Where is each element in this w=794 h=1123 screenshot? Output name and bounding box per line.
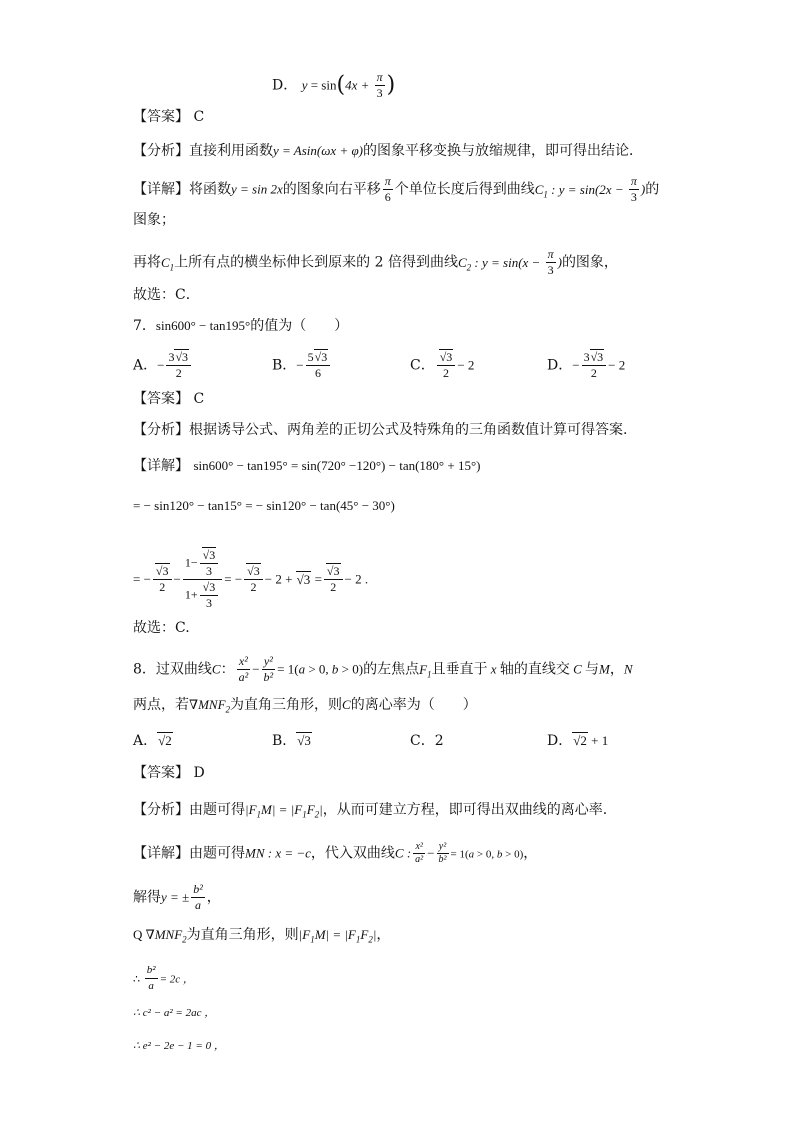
math-text: MN : x = −c <box>245 845 311 861</box>
question-7 <box>133 316 348 336</box>
math-text: − <box>252 661 260 677</box>
question-text: 8．过双曲线 <box>133 661 212 678</box>
math-text: − <box>173 571 181 587</box>
option-label: B． <box>272 357 297 374</box>
math-text: √3 <box>297 733 311 748</box>
fraction: $\frac{\text{y²}}{\text{b²}}$ <box>263 654 274 684</box>
fraction: $\frac{\pi}{3}$ <box>376 70 383 100</box>
equation-2 <box>133 1002 215 1023</box>
detail-1-line2 <box>133 247 618 278</box>
choose-1 <box>133 285 200 305</box>
math-text: − <box>427 845 435 861</box>
option-label: B． <box>272 733 297 749</box>
solution-line <box>133 882 221 913</box>
math-text: N <box>623 661 633 677</box>
math-text: − 2 <box>457 357 475 373</box>
math-text: − <box>296 357 304 373</box>
fraction: $\frac{5√3}{6}$ <box>306 350 331 381</box>
question-number: 7． <box>133 318 156 334</box>
choose-2 <box>133 618 190 638</box>
analysis-text: 由题可得 <box>189 802 245 818</box>
detail-tag: 【详解】 <box>133 181 189 198</box>
analysis-text: ，从而可建立方程，即可得出双曲线的离心率. <box>322 802 608 818</box>
math-text: ∴ <box>133 973 143 986</box>
fraction: $\frac{√3}{3}$ <box>200 548 219 579</box>
q8-option-c <box>410 731 444 751</box>
equation-1 <box>133 963 194 994</box>
fraction: $\frac{√3}{2}$ <box>324 564 343 595</box>
question-8: 8．过双曲线C： $\frac{\text{x²}}{\text{a²}}$ − $\frac{\text{y²}}{\text{b²}}$ = 1(a > 0, b > 0)的左焦点$F_1$且垂直于 x 轴的直线交 C 与M，N <box>133 654 633 684</box>
math-text: − 2 . <box>344 571 369 587</box>
analysis-tag: 【分析】 <box>133 802 189 818</box>
detail-text: 的图象， <box>561 254 618 271</box>
detail-text: 由题可得 <box>189 845 245 862</box>
detail-text: ， <box>376 927 391 943</box>
analysis-text: 根据诱导公式、两角差的正切公式及特殊角的三角函数值计算可得答案. <box>189 422 628 438</box>
answer-value: C <box>193 109 205 125</box>
question-text: 两点，若 <box>133 697 189 713</box>
math-text: x <box>487 661 500 677</box>
detail-text: 的 <box>645 181 660 198</box>
detail-text: 解得 <box>133 889 161 906</box>
math-text: C <box>569 661 585 677</box>
function-expr: y = sin 2x <box>231 181 283 197</box>
detail-text: 再将 <box>133 254 161 271</box>
math-text: 4x + <box>345 77 373 93</box>
detail-2-line1 <box>133 456 480 476</box>
detail-2-line2 <box>133 496 395 516</box>
math-text: C <box>342 697 351 712</box>
abs-equation: $|F_1M| = |F_1F_2|$ <box>245 802 323 820</box>
detail-text: 图象； <box>133 212 175 228</box>
math-text: = 1(a > 0, b > 0) <box>450 848 524 861</box>
fraction: $\frac{\text{b²}}{a}$ <box>193 882 203 912</box>
analysis-text: 的图象平移变换与放缩规律，即可得出结论． <box>363 143 643 159</box>
detail-2-line3 <box>133 548 368 611</box>
q8-option-d <box>547 731 608 751</box>
option-d-prev <box>272 70 395 101</box>
paren: ( <box>336 72 346 98</box>
fraction: $\frac{3√3}{2}$ <box>582 350 607 381</box>
detail-tag: 【详解】 <box>133 845 189 862</box>
math-text: = sin <box>307 77 337 93</box>
answer-3 <box>133 763 205 783</box>
curve-c2: $C_2$ : y = sin(x − <box>457 254 544 273</box>
detail-text: 为直角三角形，则 <box>186 927 299 943</box>
math-text: $F_1$ <box>419 661 432 680</box>
detail-text: 个单位长度后得到曲线 <box>394 181 535 198</box>
question-text: 轴的直线交 <box>499 661 570 678</box>
analysis-tag: 【分析】 <box>133 143 189 159</box>
fraction: $\frac{\text{y²}}{\text{b²}}$ <box>438 841 447 865</box>
q8-option-b <box>272 731 312 751</box>
choose-text: 故选：C． <box>133 287 200 303</box>
detail-text: 将函数 <box>189 181 231 198</box>
equation-3 <box>133 1035 225 1056</box>
answer-tag: 【答案】 <box>133 765 189 781</box>
detail-text: ， <box>523 845 538 862</box>
math-text: − 2 + √3 = <box>264 571 322 587</box>
fraction: $\frac{√3}{2}$ <box>153 564 172 595</box>
question-text: 且垂直于 <box>431 661 488 678</box>
fraction: $\frac{\pi}{3}$ <box>630 174 637 204</box>
fraction: $\frac{\pi}{6}$ <box>384 174 391 204</box>
choose-text: 故选：C. <box>133 620 190 636</box>
question-text: 的离心率为（ ） <box>350 697 477 713</box>
q7-option-c <box>410 350 474 381</box>
detail-expr: = − sin120° − tan15° = − sin120° − tan(45° − 30°) <box>133 498 395 513</box>
detail-1-cont <box>133 210 175 230</box>
answer-tag: 【答案】 <box>133 391 189 407</box>
q7-option-b <box>272 350 332 381</box>
option-label: D． <box>272 77 298 94</box>
math-text: ) <box>557 254 562 270</box>
detail-text: 的图象向右平移 <box>282 181 381 198</box>
q7-option-d <box>547 350 625 381</box>
function-expr: y = Asin(ωx + φ) <box>273 143 363 158</box>
q8-option-a <box>133 731 173 751</box>
answer-2 <box>133 389 204 409</box>
triangle-line <box>133 925 390 950</box>
detail-text: ， <box>206 889 221 906</box>
answer-1 <box>133 107 204 127</box>
math-text: $|F_1M| = |F_1F_2|$ <box>298 927 377 945</box>
math-text: − <box>157 357 165 373</box>
q7-option-a <box>133 350 193 381</box>
option-label: A． <box>133 357 158 374</box>
curve-c1: $C_1$ <box>161 254 175 273</box>
question-text: 的左焦点 <box>363 661 420 678</box>
answer-value: D <box>193 765 205 781</box>
detail-3 <box>133 841 537 866</box>
math-text: √2 + 1 <box>573 733 609 748</box>
answer-tag: 【答案】 <box>133 109 189 125</box>
math-text: = − <box>133 571 151 587</box>
math-text: C <box>211 661 221 677</box>
fraction: $\frac{\text{x²}}{\text{a²}}$ <box>238 654 249 684</box>
math-text: − 2 <box>608 357 626 373</box>
math-text: = 1(a > 0, b > 0) <box>277 661 364 677</box>
fraction: $\frac{\text{x²}}{\text{a²}}$ <box>415 841 424 865</box>
fraction: $\frac{√3}{2}$ <box>244 564 263 595</box>
fraction: $\frac{\text{b²}}{a}$ <box>146 964 156 992</box>
equation-text: ∴ c² − a² = 2ac ， <box>133 1007 216 1019</box>
detail-1 <box>133 174 659 205</box>
math-text: √2 <box>158 733 172 748</box>
math-text: ) <box>640 181 646 197</box>
analysis-3 <box>133 800 607 825</box>
question-text: 的值为（ ） <box>250 318 349 334</box>
analysis-1 <box>133 141 643 161</box>
math-text: Q <box>133 927 146 942</box>
compound-fraction: 1− $\frac{√3}{3}$ 1+ $\frac{√3}{3}$ <box>183 548 222 611</box>
fraction: $\frac{√3}{3}$ <box>200 580 219 611</box>
curve-c1: $C_1$ : y = sin(2x − <box>534 181 627 200</box>
analysis-text: 直接利用函数 <box>189 143 273 159</box>
math-text: $\nabla MNF_2$ <box>145 927 187 945</box>
detail-expr: sin600° − tan195° = sin(720° −120°) − tan(180° + 15°) <box>193 458 481 473</box>
math-text: $\nabla MNF_2$ <box>189 697 231 715</box>
question-text: 为直角三角形，则 <box>230 697 343 713</box>
math-text: − <box>572 357 580 373</box>
math-text: M <box>599 661 610 677</box>
math-text: y = ± <box>161 889 190 905</box>
detail-text: 上所有点的横坐标伸长到原来的 2 倍得到曲线 <box>174 254 458 271</box>
option-label: A． <box>133 733 158 749</box>
option-label: C．2 <box>410 733 444 749</box>
fraction: $\frac{3√3}{2}$ <box>166 350 191 381</box>
question-8-cont <box>133 695 477 720</box>
option-label: D． <box>547 733 573 749</box>
math-text: C : <box>394 845 412 861</box>
answer-value: C <box>193 391 205 407</box>
question-text: 与 <box>585 661 599 678</box>
question-expr: sin600° − tan195° <box>155 318 251 333</box>
analysis-2 <box>133 420 627 440</box>
option-d-math: y <box>301 77 308 93</box>
analysis-tag: 【分析】 <box>133 422 189 438</box>
equation-text: = 2c ， <box>159 973 194 986</box>
fraction: $\frac{√3}{2}$ <box>437 350 456 381</box>
fraction: $\frac{\pi}{3}$ <box>547 247 554 277</box>
math-text: = − <box>224 571 243 587</box>
option-label: D． <box>547 357 573 374</box>
detail-tag: 【详解】 <box>133 458 189 474</box>
detail-text: ，代入双曲线 <box>310 845 395 862</box>
paren: ) <box>386 72 396 98</box>
equation-text: ∴ e² − 2e − 1 = 0 ， <box>133 1040 225 1052</box>
option-label: C． <box>410 357 435 374</box>
